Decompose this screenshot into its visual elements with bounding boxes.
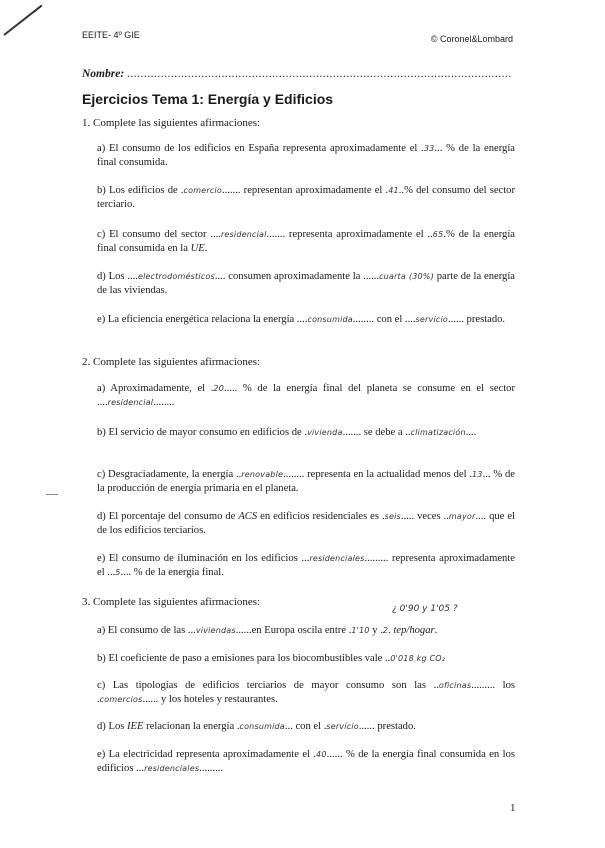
name-line bbox=[82, 68, 512, 80]
page-title: Ejercicios Tema 1: Energía y Edificios bbox=[82, 91, 334, 107]
section-1-heading: 1. Complete las siguientes afirmaciones: bbox=[82, 117, 261, 129]
handwritten-answer: 20 bbox=[213, 384, 225, 393]
handwritten-note: ¿ 0'90 y 1'05 ? bbox=[392, 604, 458, 614]
handwritten-answer: 40 bbox=[316, 750, 327, 759]
s3-item-d: d) Los IEE relacionan la energía .consumida... con el .servicio...... prestado. bbox=[97, 721, 416, 732]
s1-item-a: a) El consumo de los edificios en España representa aproximadamente el .33... % de la energía final consumida. bbox=[97, 143, 515, 168]
handwritten-answer: 2 bbox=[382, 626, 389, 635]
section-3-heading: 3. Complete las siguientes afirmaciones: bbox=[82, 596, 261, 608]
handwritten-answer: residencial bbox=[220, 230, 267, 239]
handwritten-answer: electrodomésticos bbox=[137, 272, 215, 281]
name-blank: .................................................................................................................. bbox=[127, 68, 512, 80]
s1-item-b: b) Los edificios de .comercio....... representan aproximadamente el .41..% del consumo del sector terciario. bbox=[97, 185, 516, 210]
handwritten-answer: mayor bbox=[448, 512, 476, 521]
handwritten-answer: 13 bbox=[471, 470, 483, 479]
name-label: Nombre: bbox=[82, 68, 125, 80]
handwritten-answer: consumida bbox=[307, 315, 353, 324]
handwritten-answer: renovable bbox=[241, 470, 284, 479]
page-number: 1 bbox=[510, 802, 516, 814]
handwritten-answer: comercios bbox=[99, 695, 143, 704]
stray-mark bbox=[46, 494, 58, 495]
s1-item-d: d) Los ....electrodomésticos.... consumen aproximadamente la ......cuarta (30%) parte de la energía de las viviendas. bbox=[97, 271, 515, 296]
handwritten-answer: 0'018 kg CO₂ bbox=[390, 654, 446, 663]
course-code: EEITE- 4º GIE bbox=[82, 30, 140, 40]
section-2-heading: 2. Complete las siguientes afirmaciones: bbox=[82, 356, 261, 368]
handwritten-answer: comercio bbox=[183, 186, 222, 195]
handwritten-answer: servicio bbox=[326, 722, 359, 731]
handwritten-answer: residenciales bbox=[309, 554, 365, 563]
handwritten-answer: 5 bbox=[115, 568, 121, 577]
handwritten-answer: residencial bbox=[107, 398, 154, 407]
s1-item-e: e) La eficiencia energética relaciona la energía ....consumida........ con el ....servicio...... prestado. bbox=[97, 314, 506, 325]
handwritten-answer: cuarta (30%) bbox=[379, 272, 434, 281]
s3-item-c: c) Las tipologías de edificios terciarios de mayor consumo son las ..oficinas......... los .comercios...... y los hoteles y restaurantes. bbox=[97, 680, 515, 705]
handwritten-answer: oficinas bbox=[438, 681, 472, 690]
s2-item-e: e) El consumo de iluminación en los edificios ...residenciales......... representa aproximadamente el ...5.... % de la energía final. bbox=[97, 553, 516, 578]
handwritten-answer: residenciales bbox=[144, 764, 200, 773]
handwritten-answer: 1'10 bbox=[351, 626, 370, 635]
s2-item-c: c) Desgraciadamente, la energía ..renovable........ representa en la actualidad menos del .13... % de la producción de energía primaria en el planeta. bbox=[97, 469, 515, 494]
handwritten-answer: 41 bbox=[388, 186, 399, 195]
s2-item-b: b) El servicio de mayor consumo en edificios de .vivienda....... se debe a ..climatización.... bbox=[97, 427, 477, 438]
handwritten-answer: vivienda bbox=[307, 428, 343, 437]
s3-item-a: a) El consumo de las ...viviendas......en Europa oscila entre .1'10 y .2. tep/hogar. bbox=[97, 625, 438, 636]
pen-stroke-mark bbox=[3, 5, 42, 36]
s2-item-d: d) El porcentaje del consumo de ACS en edificios residenciales es .seis..... veces ..mayor.... que el de los edificios terciarios. bbox=[97, 511, 515, 536]
handwritten-answer: servicio bbox=[415, 315, 448, 324]
copyright: © Coronel&Lombard bbox=[430, 34, 513, 44]
handwritten-answer: consumida bbox=[239, 722, 285, 731]
s3-item-e: e) La electricidad representa aproximadamente el .40...... % de la energía final consumida en los edificios ...residenciales......... bbox=[97, 749, 516, 774]
handwritten-answer: 65 bbox=[432, 230, 444, 239]
s3-item-b: b) El coeficiente de paso a emisiones para los biocombustibles vale ..0'018 kg CO₂ bbox=[97, 653, 446, 664]
s1-item-c: c) El consumo del sector ....residencial....... representa aproximadamente el ..65.% de la energía final consumida en la UE. bbox=[97, 229, 515, 254]
s2-item-a: a) Aproximadamente, el .20..... % de la energía final del planeta se consume en el sector ....residencial........ bbox=[97, 383, 516, 408]
handwritten-answer: 33 bbox=[423, 144, 435, 153]
handwritten-answer: seis bbox=[384, 512, 401, 521]
handwritten-answer: climatización bbox=[410, 428, 466, 437]
handwritten-answer: viviendas bbox=[195, 626, 236, 635]
